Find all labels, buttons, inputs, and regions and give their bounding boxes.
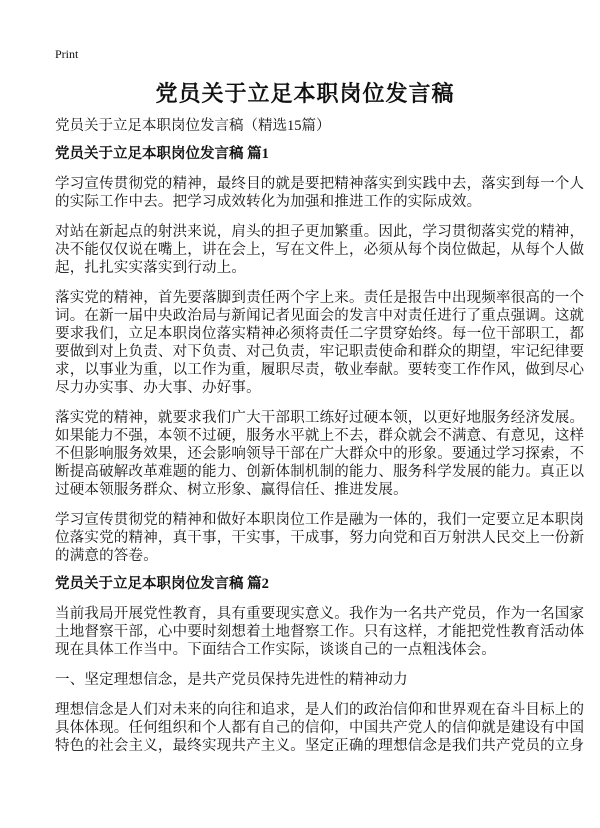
paragraph-line: 词。在新一届中央政治局与新闻记者见面会的发言中对责任进行了重点强调。这就 <box>55 308 585 324</box>
paragraph <box>55 511 585 565</box>
document-subtitle: 党员关于立足本职岗位发言稿（精选15篇） <box>55 118 331 134</box>
paragraph <box>55 409 585 499</box>
paragraph-line: 现在具体工作当中。下面结合工作实际，谈谈自己的一点粗浅体会。 <box>55 642 496 658</box>
paragraph-line: 位落实党的精神，真干事，干实事，干成事，努力向党和百万射洪人民交上一份新 <box>55 530 585 546</box>
paragraph-line: 学习宣传贯彻党的精神和做好本职岗位工作是融为一体的，我们一定要立足本职岗 <box>55 512 585 528</box>
paragraph-line: 要做到对上负责、对下负责、对己负责，牢记职责使命和群众的期望，牢记纪律要 <box>55 344 585 360</box>
paragraph-line: 不但影响服务效果，还会影响领导干部在广大群众中的形象。要通过学习探索，不 <box>55 446 585 462</box>
paragraph-line: 的实际工作中去。把学习成效转化为加强和推进工作的实际成效。 <box>55 194 482 210</box>
paragraph-line: 一、坚定理想信念，是共产党员保持先进性的精神动力 <box>55 672 408 688</box>
paragraph-line: 要求我们，立足本职岗位落实精神必须将责任二字贯穿始终。每一位干部职工，都 <box>55 326 585 342</box>
paragraph-line: 起，扎扎实实落实到行动上。 <box>55 260 247 276</box>
paragraph-line: 学习宣传贯彻党的精神，最终目的就是要把精神落实到实践中去，落实到每一个人 <box>55 176 585 192</box>
paragraph-line: 求，以事业为重，以工作为重，履职尽责，敬业奉献。要转变工作作风，做到尽心 <box>55 362 585 378</box>
paragraph-line: 决不能仅仅说在嘴上，讲在会上，写在文件上，必须从每个岗位做起，从每个人做 <box>55 242 585 258</box>
document-title: 党员关于立足本职岗位发言稿 <box>155 81 455 106</box>
paragraph-line: 过硬本领服务群众、树立形象、赢得信任、推进发展。 <box>55 482 408 498</box>
paragraph-line: 对站在新起点的射洪来说，肩头的担子更加繁重。因此，学习贯彻落实党的精神， <box>55 224 585 240</box>
document-body <box>55 145 585 755</box>
paragraph <box>55 701 585 755</box>
paragraph <box>55 289 585 397</box>
paragraph-line: 具体体现。任何组织和个人都有自己的信仰，中国共产党人的信仰就是建设有中国 <box>55 720 585 736</box>
document-page <box>55 45 585 755</box>
paragraph <box>55 671 555 689</box>
section-heading: 党员关于立足本职岗位发言稿 篇1 <box>55 146 269 162</box>
paragraph <box>55 223 585 277</box>
section-heading: 党员关于立足本职岗位发言稿 篇2 <box>55 576 269 592</box>
paragraph-line: 的满意的答卷。 <box>55 548 158 564</box>
paragraph-line: 落实党的精神，就要求我们广大干部职工练好过硬本领，以更好地服务经济发展。 <box>55 410 585 426</box>
paragraph-line: 理想信念是人们对未来的向往和追求，是人们的政治信仰和世界观在奋斗目标上的 <box>55 702 585 718</box>
paragraph <box>55 175 585 211</box>
paragraph-line: 落实党的精神，首先要落脚到责任两个字上来。责任是报告中出现频率很高的一个 <box>55 290 585 306</box>
paragraph-line: 当前我局开展党性教育，具有重要现实意义。我作为一名共产党员，作为一名国家 <box>55 606 585 622</box>
print-label[interactable]: Print <box>55 47 79 61</box>
paragraph-line: 如果能力不强，本领不过硬，服务水平就上不去，群众就会不满意、有意见，这样 <box>55 428 585 444</box>
paragraph-line: 土地督察干部，心中要时刻想着土地督察工作。只有这样，才能把党性教育活动体 <box>55 624 585 640</box>
paragraph-line: 特色的社会主义，最终实现共产主义。坚定正确的理想信念是我们共产党员的立身 <box>55 738 585 754</box>
paragraph <box>55 605 585 659</box>
paragraph-line: 断提高破解改革难题的能力、创新体制机制的能力、服务科学发展的能力。真正以 <box>55 464 585 480</box>
paragraph-line: 尽力办实事、办大事、办好事。 <box>55 380 261 396</box>
